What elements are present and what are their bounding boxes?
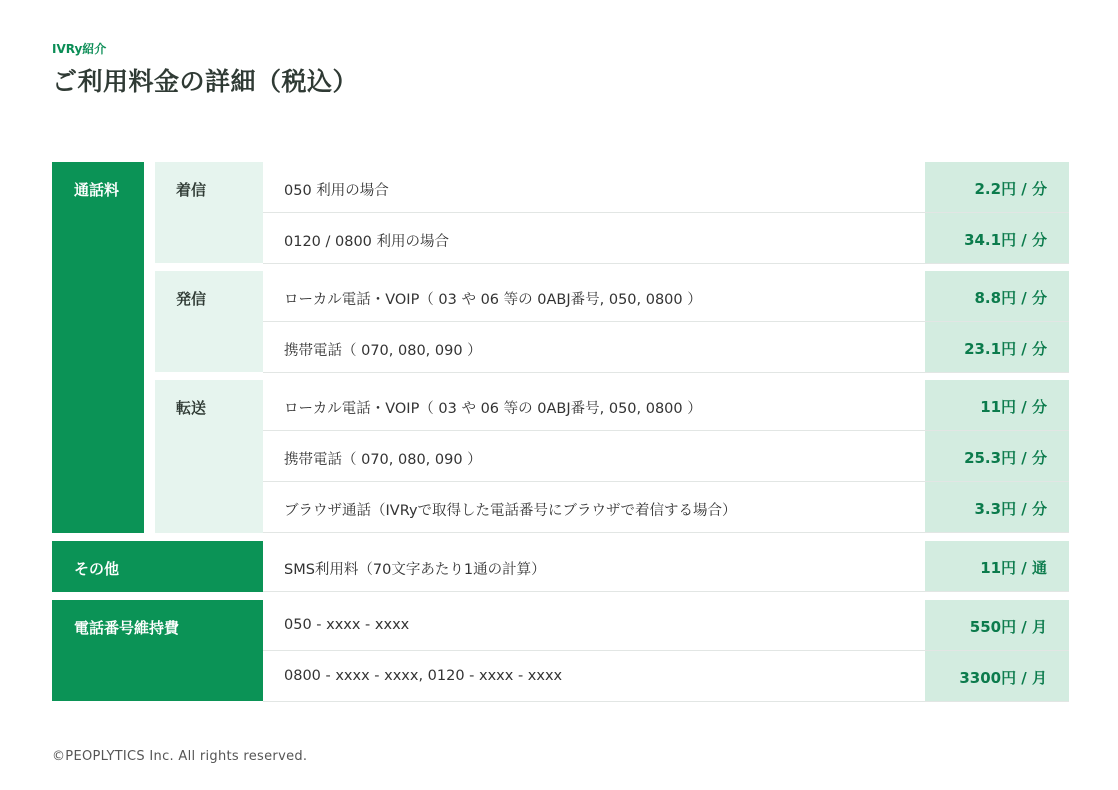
price-row-amount: 34.1円 / 分: [925, 213, 1069, 263]
price-row: [263, 651, 1069, 702]
price-row: [263, 431, 1069, 482]
price-row-amount: 3300円 / 月: [925, 651, 1069, 701]
price-row-description: SMS利用料（70文字あたり1通の計算）: [284, 562, 546, 578]
price-row-amount: 23.1円 / 分: [925, 322, 1069, 372]
category-call-fee: 通話料: [52, 162, 144, 533]
price-row-description: ローカル電話・VOIP（ 03 や 06 等の 0ABJ番号, 050, 0800 ）: [284, 292, 702, 308]
price-row: [263, 322, 1069, 373]
price-row-amount: 550円 / 月: [925, 600, 1069, 650]
price-row-amount: 11円 / 分: [925, 380, 1069, 430]
price-row: [263, 271, 1069, 322]
price-row-description: 050 - xxxx - xxxx: [284, 617, 410, 633]
price-row: [263, 380, 1069, 431]
price-row-amount: 8.8円 / 分: [925, 271, 1069, 321]
category-other: その他: [52, 541, 263, 592]
price-row: [263, 162, 1069, 213]
price-row-amount: 25.3円 / 分: [925, 431, 1069, 481]
price-row-description: 携帯電話（ 070, 080, 090 ）: [284, 452, 482, 468]
price-row: [263, 600, 1069, 651]
price-row-description: 携帯電話（ 070, 080, 090 ）: [284, 343, 482, 359]
price-row: [263, 482, 1069, 533]
price-row-amount: 2.2円 / 分: [925, 162, 1069, 212]
copyright-footer: ©PEOPLYTICS Inc. All rights reserved.: [52, 749, 308, 764]
page-eyebrow: IVRy紹介: [52, 42, 107, 56]
price-row: [263, 541, 1069, 592]
call-fee-group: [52, 162, 1069, 533]
other-fee-group: [52, 541, 1069, 592]
price-row-description: ローカル電話・VOIP（ 03 や 06 等の 0ABJ番号, 050, 0800 ）: [284, 401, 702, 417]
page-title: ご利用料金の詳細（税込）: [52, 67, 359, 96]
subcategory-incoming: 着信: [155, 162, 263, 263]
price-row: [263, 213, 1069, 264]
category-number-fee: 電話番号維持費: [52, 600, 263, 701]
price-row-description: 0120 / 0800 利用の場合: [284, 234, 450, 250]
price-row-description: 0800 - xxxx - xxxx, 0120 - xxxx - xxxx: [284, 668, 563, 684]
price-row-amount: 11円 / 通: [925, 541, 1069, 591]
number-fee-group: [52, 600, 1069, 701]
price-row-amount: 3.3円 / 分: [925, 482, 1069, 532]
price-row-description: ブラウザ通話（IVRyで取得した電話番号にブラウザで着信する場合）: [284, 503, 737, 519]
subcategory-transfer: 転送: [155, 380, 263, 533]
price-row-description: 050 利用の場合: [284, 183, 389, 199]
subcategory-outgoing: 発信: [155, 271, 263, 372]
